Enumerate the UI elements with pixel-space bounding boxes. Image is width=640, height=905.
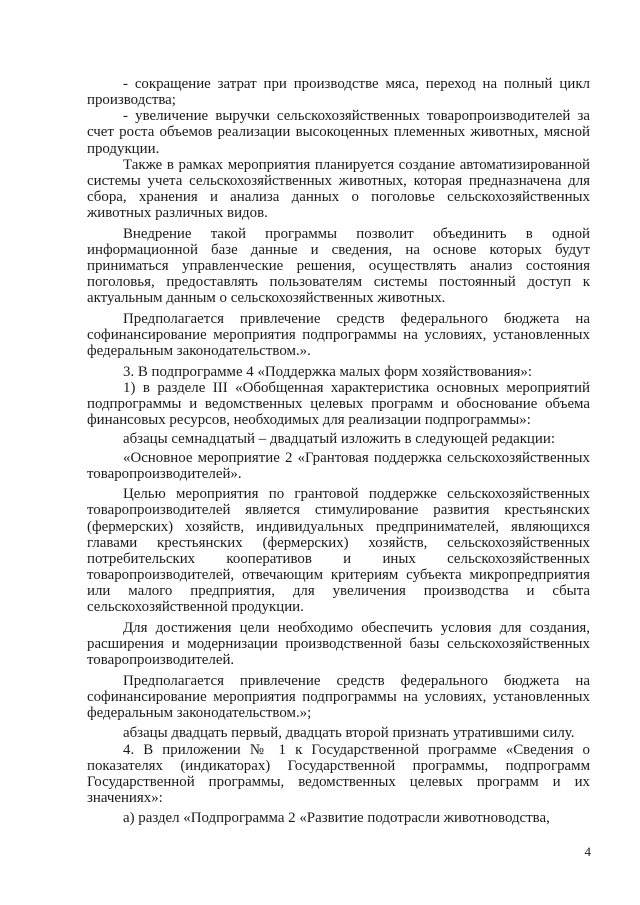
- paragraph-appendix-1: 4. В приложении № 1 к Государственной программе «Сведения о показателях (индикаторах) Государственной программы, подпрограмм Государственной программы, ведомственных целевых программ и их значениях»:: [87, 741, 590, 807]
- paragraph-program-implementation: Внедрение такой программы позволит объединить в одной информационной базе данные и сведения, на основе которых будут приниматься управленческие решения, осуществлять анализ состояния поголовья, предоставлять пользователям системы постоянный доступ к актуальным данным о сельскохозяйственных животных.: [87, 225, 590, 307]
- paragraph-section-subprogram-2: а) раздел «Подпрограмма 2 «Развитие подотрасли животноводства,: [123, 810, 550, 827]
- paragraph-list-item-revenue-increase: - увеличение выручки сельскохозяйственных товаропроизводителей за счет роста объемов реализации высокоценных племенных животных, мясной продукции.: [87, 108, 590, 157]
- page-number: 4: [584, 844, 591, 859]
- paragraph-accounting-system: Также в рамках мероприятия планируется создание автоматизированной системы учета сельскохозяйственных животных, которая предназначена для сбора, хранения и анализа данных о поголовье сельскохозяйственных животных различных видов.: [87, 156, 590, 222]
- paragraph-federal-funding-2: Предполагается привлечение средств федерального бюджета на софинансирование мероприятия подпрограммы на условиях, установленных федеральным законодательством.»;: [87, 672, 590, 721]
- paragraph-invalidated: абзацы двадцать первый, двадцать второй признать утратившими силу.: [123, 725, 575, 742]
- paragraph-federal-funding-1: Предполагается привлечение средств федерального бюджета на софинансирование мероприятия подпрограммы на условиях, установленных федеральным законодательством.».: [87, 310, 590, 360]
- paragraph-conditions: Для достижения цели необходимо обеспечить условия для создания, расширения и модернизации производственной базы сельскохозяйственных товаропроизводителей.: [87, 619, 590, 669]
- document-body: [87, 76, 590, 827]
- paragraph-new-edition: абзацы семнадцатый – двадцатый изложить в следующей редакции:: [123, 430, 555, 447]
- paragraph-main-measure-2: «Основное мероприятие 2 «Грантовая поддержка сельскохозяйственных товаропроизводителей».: [87, 449, 590, 482]
- paragraph-section-iii: 1) в разделе III «Обобщенная характеристика основных мероприятий подпрограммы и ведомственных целевых программ и обоснование объема финансовых ресурсов, необходимых для реализации подпрограммы»:: [87, 379, 590, 429]
- paragraph-grant-support-goal: Целью мероприятия по грантовой поддержке сельскохозяйственных товаропроизводителей является стимулирование развития крестьянских (фермерских) хозяйств, индивидуальных предпринимателей, являющихся главами крестьянских (фермерских) хозяйств, сельскохозяйственных потребительских кооперативов и иных сельскохозяйственных товаропроизводителей, отвечающим критериям субъекта микропредприятия или малого предприятия, для увеличения производства и сбыта сельскохозяйственной продукции.: [87, 486, 590, 616]
- paragraph-list-item-cost-reduction: - сокращение затрат при производстве мяса, переход на полный цикл производства;: [87, 76, 590, 109]
- paragraph-subprogram-4: 3. В подпрограмме 4 «Поддержка малых форм хозяйствования»:: [123, 363, 532, 380]
